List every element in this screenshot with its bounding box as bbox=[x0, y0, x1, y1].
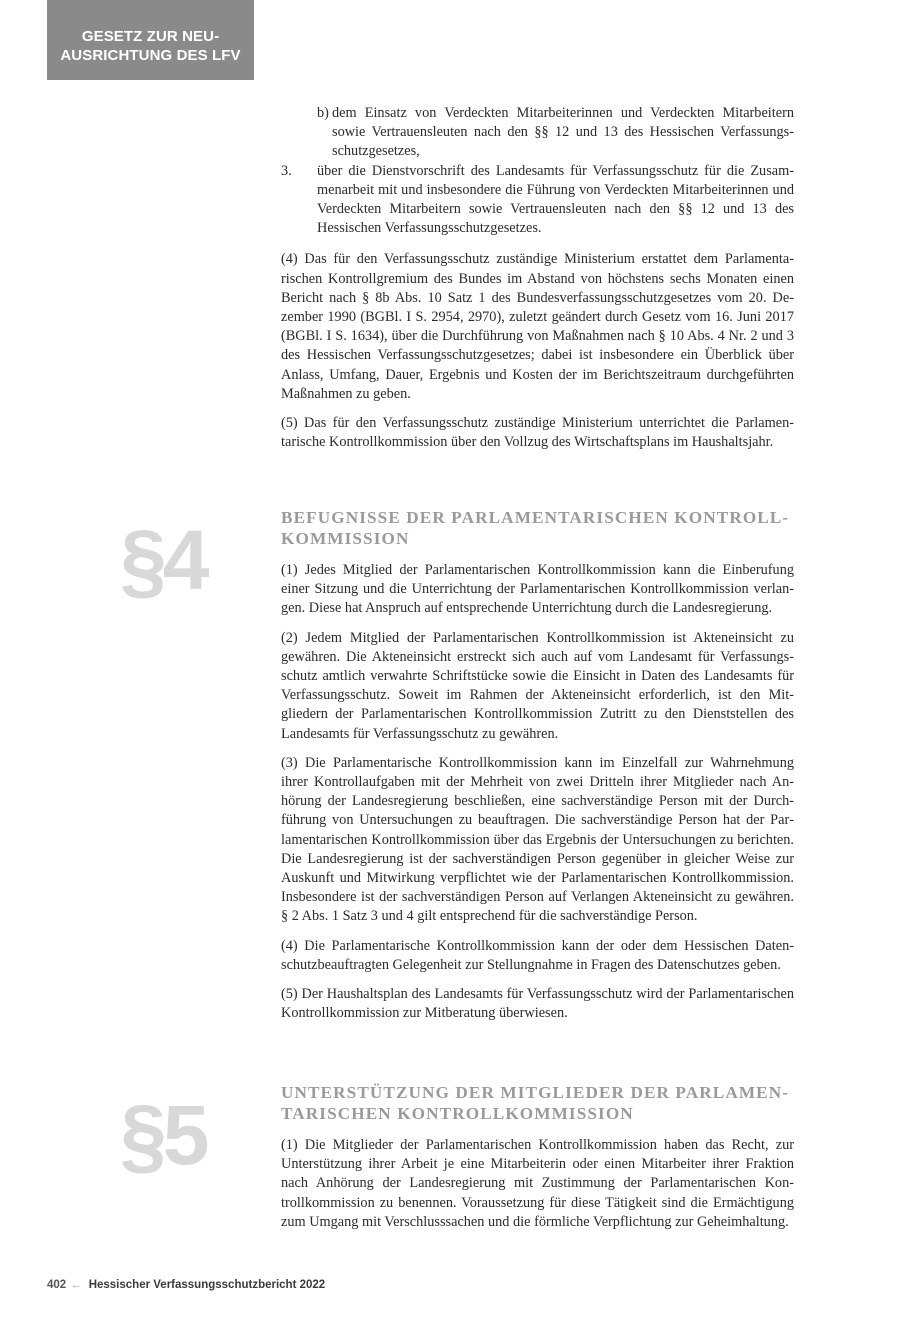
section-4-paragraph-4: (4) Die Parlamentarische Kontrollkommission kann der oder dem Hessischen Datenschutzbeauftragten Gelegenheit zur Stellungnahme in Fragen des Datenschutzes geben. bbox=[281, 937, 794, 973]
list-item-3-label: 3. bbox=[281, 162, 292, 179]
section-4-number: §4 bbox=[120, 513, 206, 607]
top-continuation bbox=[281, 104, 794, 452]
chapter-tab bbox=[47, 0, 254, 80]
section-5-title bbox=[281, 1082, 794, 1124]
page-number: 402 bbox=[47, 1279, 67, 1291]
paragraph-5: (5) Das für den Verfassungsschutz zuständige Ministerium unterrichtet die Parlamentarische Kontrollkommission über den Vollzug des Wirtschaftsplans im Haushaltsjahr. bbox=[281, 415, 794, 451]
list-item-b-text: dem Einsatz von Verdeckten Mitarbeiterinnen und Verdeckten Mitarbeitern sowie Vertrauensleuten nach den §§ 12 und 13 des Hessischen Verfassungsschutzgesetzes, bbox=[332, 105, 794, 160]
section-4 bbox=[281, 507, 794, 1023]
section-5 bbox=[281, 1082, 794, 1232]
arrow-left-icon: ← bbox=[70, 1279, 82, 1291]
section-5-number: §5 bbox=[120, 1088, 206, 1182]
paragraph-4: (4) Das für den Verfassungsschutz zuständige Ministerium erstattet dem Parlamentarischen Kontrollgremium des Bundes im Abstand von höchstens sechs Monaten einen Bericht nach § 8b Abs. 10 Satz 1 des Bundesverfassungsschutzgesetzes vom 20. Dezember 1990 (BGBl. I S. 2954, 2970), zuletzt geändert durch Gesetz vom 16. Juni 2017 (BGBl. I S. 1634), über die Durchführung von Maßnahmen nach § 10 Abs. 4 Nr. 2 und 3 des Hessischen Verfassungsschutzgesetzes; dabei ist insbesondere ein Überblick über Anlass, Umfang, Dauer, Ergebnis und Kosten der im Berichtszeitraum durchgeführten Maßnahmen zu geben. bbox=[281, 251, 794, 402]
chapter-tab-line1: GESETZ ZUR NEU- bbox=[81, 28, 220, 45]
section-4-title bbox=[281, 507, 794, 549]
list-item-3-text: über die Dienstvorschrift des Landesamts für Verfassungsschutz für die Zusammenarbeit mit und insbesondere die Führung von Verdeckten Mitarbeiterinnen und Verdeckten Mitarbeitern sowie Vertrauensleuten nach den §§ 12 und 13 des Hessischen Verfassungsschutzgesetzes. bbox=[317, 162, 794, 237]
chapter-tab-line2: AUSRICHTUNG DES LFV bbox=[60, 47, 241, 64]
list-item-b-marker: b) bbox=[317, 105, 329, 121]
section-5-title-line1: UNTERSTÜTZUNG DER MITGLIEDER DER PARLAMEN- bbox=[281, 1083, 790, 1102]
section-4-title-line1: BEFUGNISSE DER PARLAMENTARISCHEN KONTROLL- bbox=[281, 508, 790, 527]
section-5-paragraph-1: (1) Die Mitglieder der Parlamentarischen Kontrollkommission haben das Recht, zur Unterstützung ihrer Arbeit je eine Mitarbeiterin oder einen Mitarbeiter ihrer Fraktion nach Anhörung der Landesregierung mit Zustimmung der Parlamentarischen Kontrollkommission zu benennen. Voraussetzung für diese Tätigkeit sind die Ermächtigung zum Umgang mit Verschlusssachen und die förmliche Verpflichtung zur Geheimhaltung. bbox=[281, 1137, 794, 1230]
section-5-title-line2: TARISCHEN KONTROLLKOMMISSION bbox=[281, 1104, 634, 1123]
report-title: Hessischer Verfassungsschutzbericht 2022 bbox=[88, 1279, 326, 1291]
section-4-title-line2: KOMMISSION bbox=[281, 529, 410, 548]
list-item-3 bbox=[281, 162, 794, 239]
section-4-paragraph-3: (3) Die Parlamentarische Kontrollkommission kann im Einzelfall zur Wahrnehmung ihrer Kontrollaufgaben mit der Mehrheit von zwei Dritteln ihrer Mitglieder nach Anhörung der Landesregierung beschließen, eine sachverständige Person mit der Durchführung von Untersuchungen zu beauftragen. Die sachverständige Person hat der Parlamentarischen Kontrollkommission über das Ergebnis der Untersuchungen zu berichten. Die Landesregierung ist der sachverständigen Person gegenüber in gleicher Weise zur Auskunft und Mitwirkung verpflichtet wie der Parlamentarischen Kontrollkommission. Insbesondere ist der sachverständigen Person auf Verlangen Akteneinsicht zu gewähren. § 2 Abs. 1 Satz 3 und 4 gilt entsprechend für die sachverständige Person. bbox=[281, 754, 794, 925]
list-item-b bbox=[281, 104, 794, 162]
section-4-paragraph-5: (5) Der Haushaltsplan des Landesamts für Verfassungsschutz wird der Parlamentarischen Kontrollkommission zur Mitberatung überwiesen. bbox=[281, 986, 794, 1022]
section-4-paragraph-2: (2) Jedem Mitglied der Parlamentarischen Kontrollkommission ist Akteneinsicht zu gewähren. Die Akteneinsicht erstreckt sich auch auf vom Landesamt für Verfassungsschutz amtlich verwahrte Schriftstücke sowie die Einsicht in Daten des Landesamts für Verfassungsschutz. Soweit im Rahmen der Akteneinsicht erforderlich, ist den Mitgliedern der Parlamentarischen Kontrollkommission Zutritt zu den Dienststellen des Landesamts für Verfassungsschutz zu gewähren. bbox=[281, 629, 794, 742]
section-4-paragraph-1: (1) Jedes Mitglied der Parlamentarischen Kontrollkommission kann die Einberufung einer Sitzung und die Unterrichtung der Parlamentarischen Kontrollkommission verlangen. Diese hat Anspruch auf entsprechende Unterrichtung durch die Landesregierung. bbox=[281, 562, 794, 617]
page-footer bbox=[47, 1279, 325, 1291]
